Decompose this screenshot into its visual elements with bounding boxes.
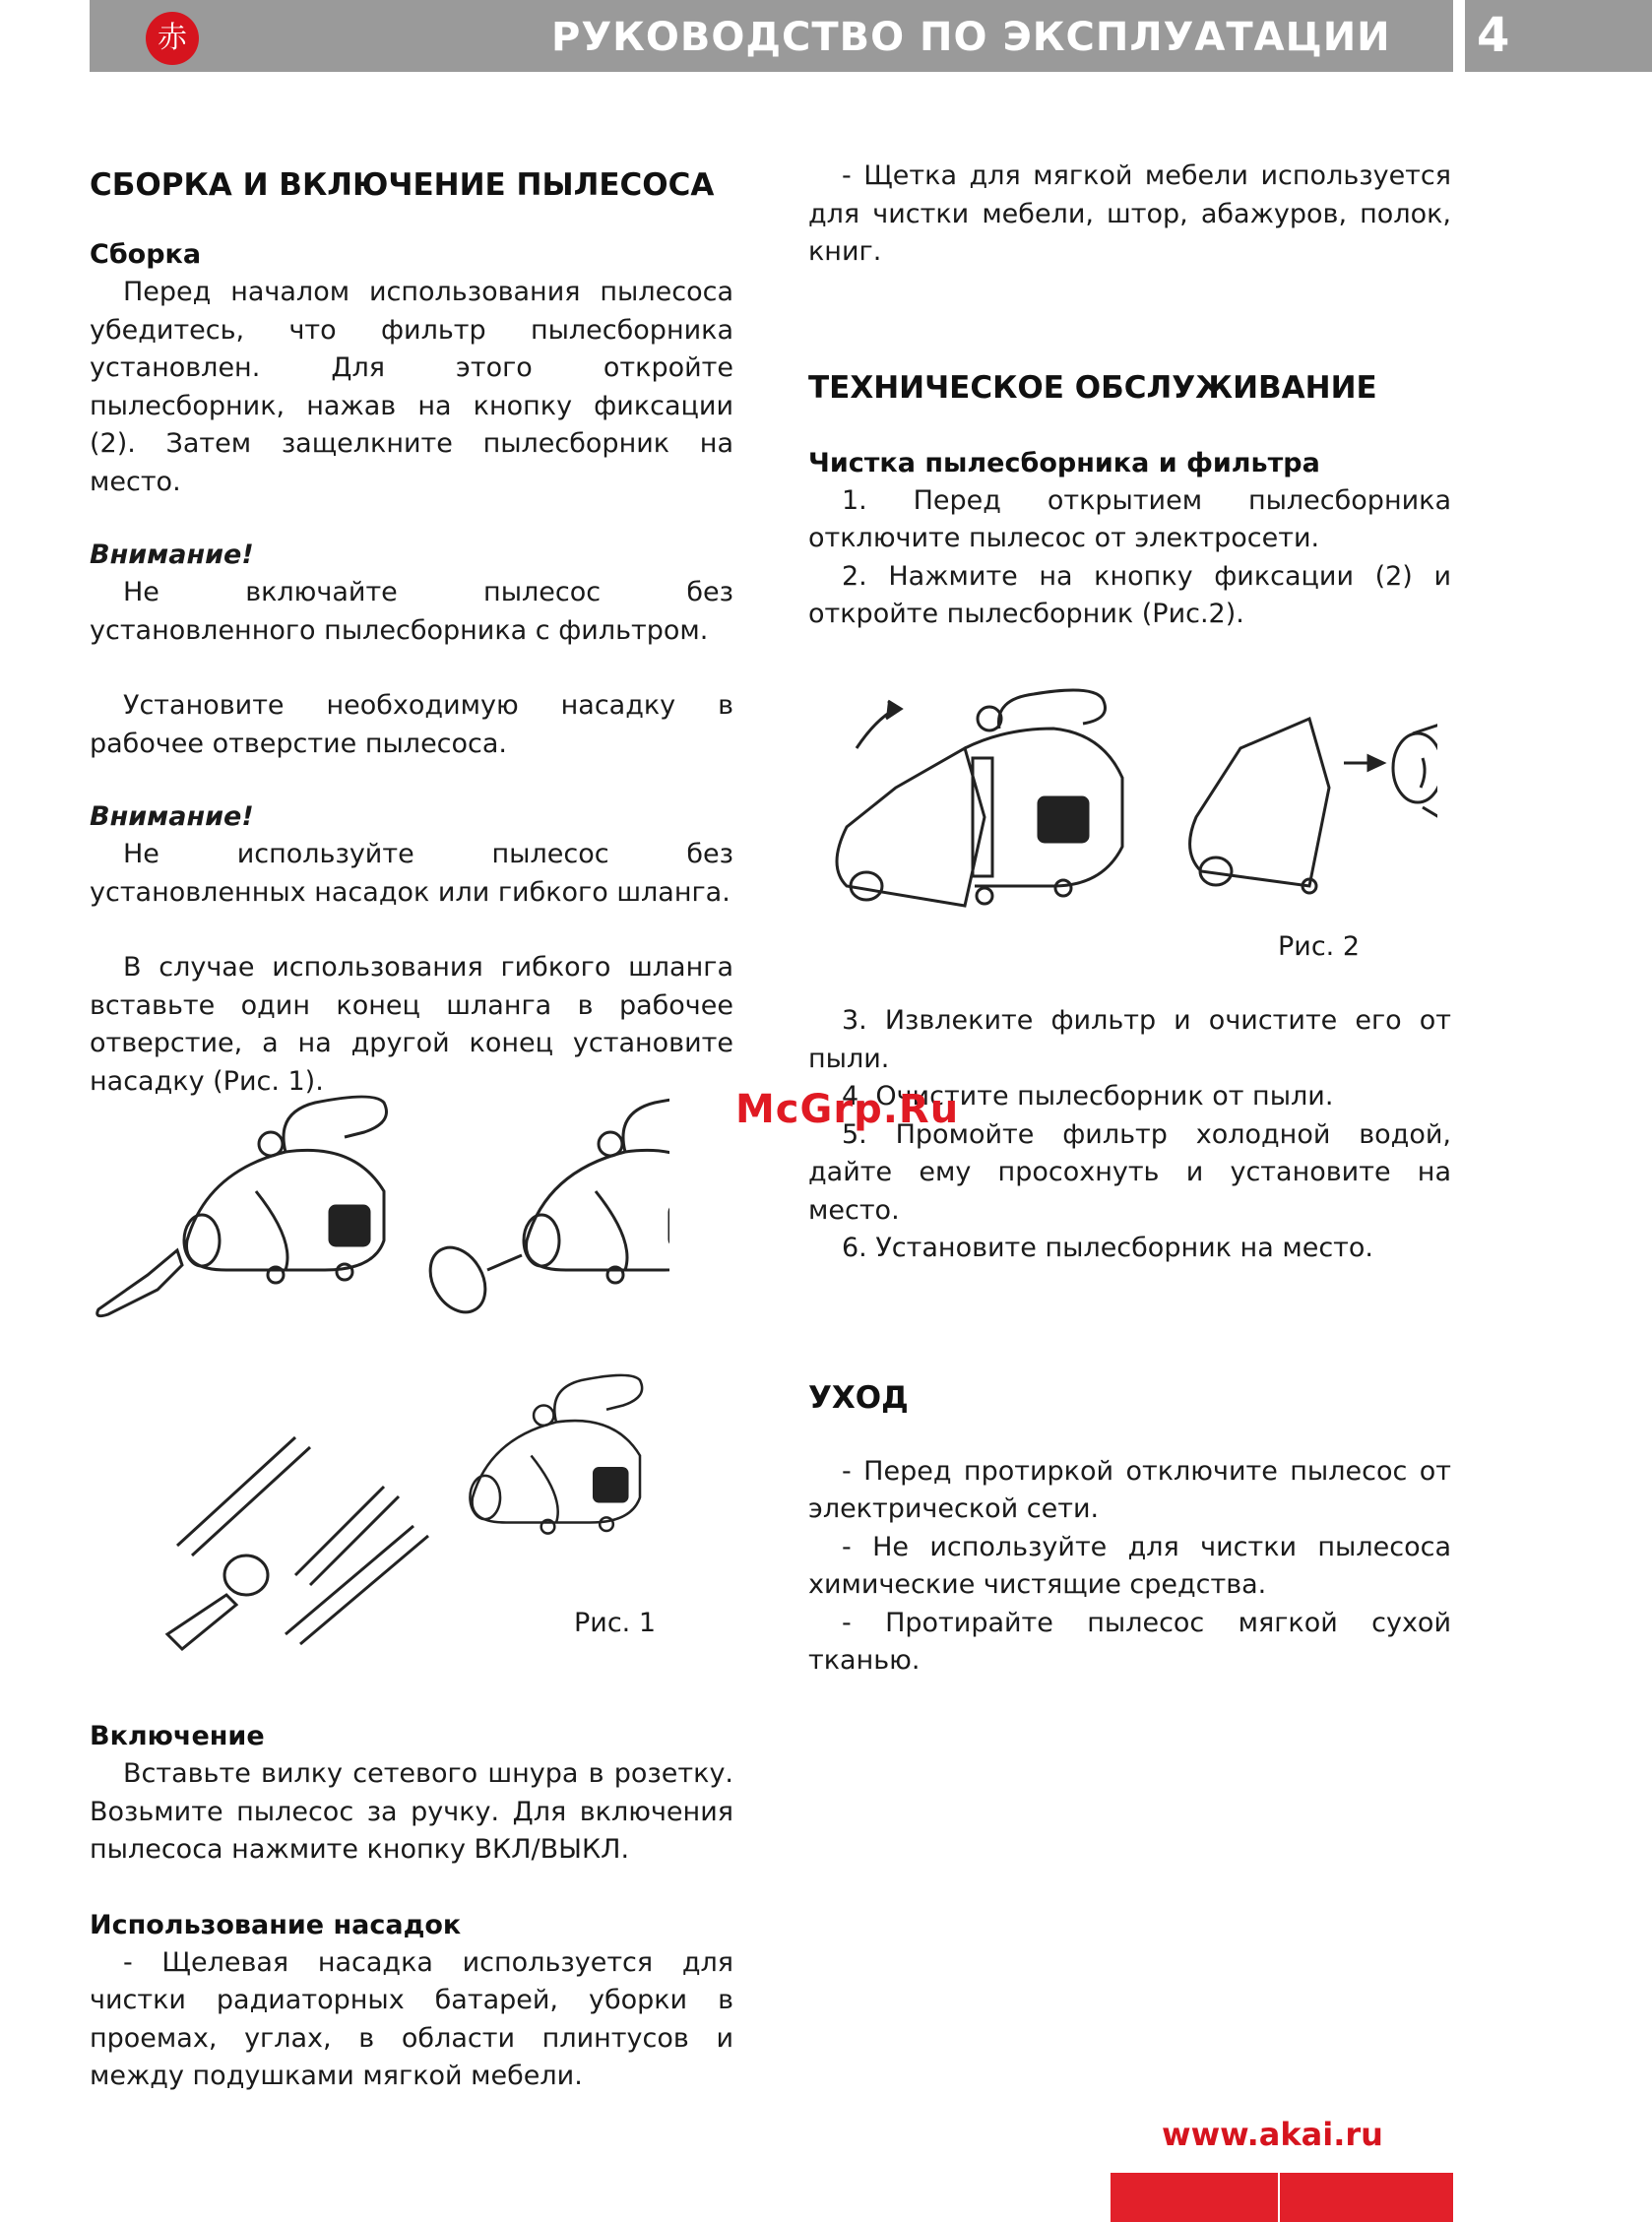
warning-title-1: Внимание!	[90, 540, 254, 570]
footer-url-link[interactable]: www.akai.ru	[1162, 2116, 1383, 2153]
subheading-nozzles: Использование насадок	[90, 1909, 462, 1940]
assembly-paragraph: Перед началом использования пылесоса убедитесь, что фильтр пылесборника установлен. Для этого откройте пылесборник, нажав на кнопку фиксации (2). Затем защелкните пылесборник на место.	[90, 277, 733, 497]
subheading-cleaning: Чистка пылесборника и фильтра	[808, 447, 1320, 478]
hose-paragraph: В случае использования гибкого шланга вставьте один конец шланга в рабочее отверстие, а на другой конец установите насадку (Рис. 1).	[90, 952, 733, 1097]
dust-container-and-filter-icon	[1190, 719, 1437, 893]
subheading-power: Включение	[90, 1721, 265, 1751]
figure-1-label: Рис. 1	[574, 1608, 657, 1638]
brand-logo-icon: 赤	[146, 12, 199, 65]
power-paragraph: Вставьте вилку сетевого шнура в розетку. Возьмите пылесос за ручку. Для включения пылесоса нажмите кнопку ВКЛ/ВЫКЛ.	[90, 1758, 733, 1865]
care-item-2: - Не используйте для чистки пылесоса химические чистящие средства.	[808, 1531, 1451, 1600]
step-2: 2. Нажмите на кнопку фиксации (2) и откройте пылесборник (Рис.2).	[808, 560, 1451, 629]
step-3: 3. Извлеките фильтр и очистите его от пыли.	[808, 1005, 1451, 1074]
step-1: 1. Перед открытием пылесборника отключите пылесос от электросети.	[808, 484, 1451, 553]
left-column	[90, 158, 733, 1101]
figure-2-label: Рис. 2	[1278, 931, 1361, 962]
figure-1-illustration	[89, 1083, 669, 1654]
figure-2-illustration	[827, 679, 1437, 925]
vacuum-with-brush-tool-icon	[419, 1097, 669, 1322]
warning-title-2: Внимание!	[90, 801, 254, 832]
section-title-assembly: СБОРКА И ВКЛЮЧЕНИЕ ПЫЛЕСОСА	[90, 167, 715, 203]
section-title-care: УХОД	[808, 1379, 909, 1416]
watermark: McGrp.Ru	[735, 1087, 960, 1132]
care-item-1: - Перед протиркой отключите пылесос от электрической сети.	[808, 1455, 1451, 1524]
page-number: 4	[1477, 8, 1510, 63]
care-item-3: - Протирайте пылесос мягкой сухой тканью.	[808, 1607, 1451, 1676]
footer-bar-left	[1111, 2173, 1278, 2222]
vacuum-with-hose-icon	[470, 1375, 642, 1534]
section-title-maintenance: ТЕХНИЧЕСКОЕ ОБСЛУЖИВАНИЕ	[808, 369, 1377, 406]
right-column	[808, 158, 1451, 634]
nozzles-paragraph: - Щелевая насадка используется для чистки радиаторных батарей, уборки в проемах, углах, в области плинтусов и между подушками мягкой мебели.	[90, 1946, 733, 2091]
warning-paragraph-1: Не включайте пылесос без установленного пылесборника с фильтром.	[90, 577, 733, 646]
left-column-lower	[90, 1718, 733, 2096]
install-paragraph: Установите необходимую насадку в рабочее отверстие пылесоса.	[90, 690, 733, 759]
subheading-assembly: Сборка	[90, 239, 202, 270]
step-4: 4. Очистите пылесборник от пыли.	[842, 1081, 1334, 1111]
warning-paragraph-2: Не используйте пылесос без установленных насадок или гибкого шланга.	[90, 839, 733, 908]
document-title: РУКОВОДСТВО ПО ЭКСПЛУАТАЦИИ	[551, 15, 1391, 60]
brush-paragraph: - Щетка для мягкой мебели используется для чистки мебели, штор, абажуров, полок, книг.	[808, 160, 1451, 267]
step-6: 6. Установите пылесборник на место.	[842, 1233, 1373, 1263]
vacuum-with-crevice-tool-icon	[97, 1097, 387, 1316]
step-5: 5. Промойте фильтр холодной водой, дайте ему просохнуть и установите на место.	[808, 1118, 1451, 1226]
vacuum-opened-icon	[837, 690, 1122, 906]
footer-bar-right	[1280, 2173, 1453, 2222]
